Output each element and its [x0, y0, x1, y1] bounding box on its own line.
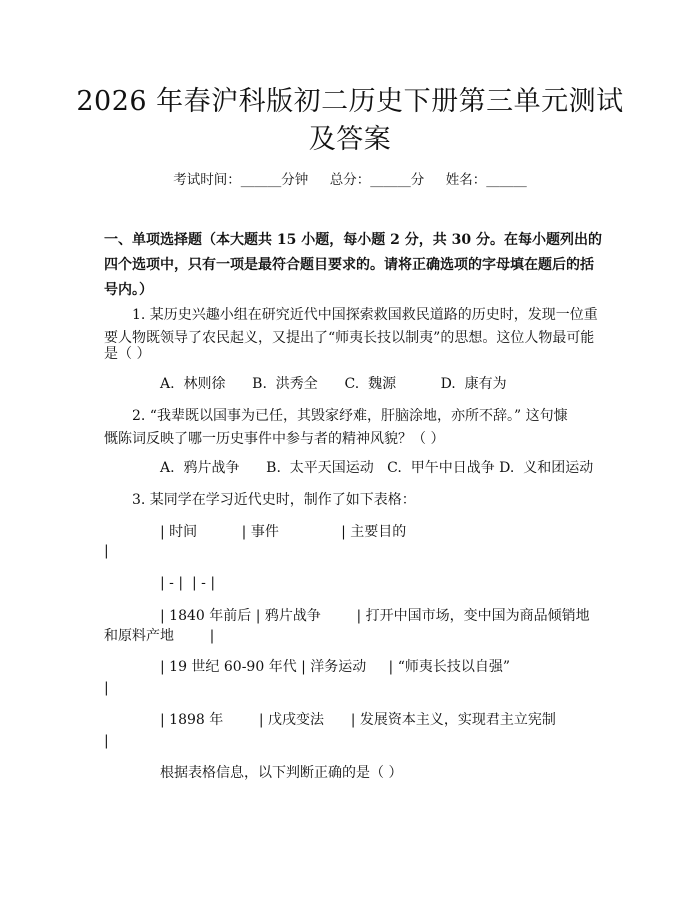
- q3-table-separator: | - | | - |: [160, 575, 216, 591]
- q3-intro: 3. 某同学在学习近代史时，制作了如下表格：: [132, 492, 416, 508]
- document-title-line2: 及答案: [308, 124, 392, 155]
- q1-options: A. 林则徐 B. 洪秀全 C. 魏源 D. 康有为: [160, 376, 507, 392]
- q3-table-row2: | 19 世纪 60-90 年代 | 洋务运动 | “师夷长技以自强”: [160, 659, 511, 675]
- q3-table-header: | 时间 | 事件 | 主要目的: [160, 524, 407, 540]
- q3-table-pipe: |: [104, 680, 109, 696]
- q2-line1: 2. “我辈既以国事为已任，其毁家纾难，肝脑涂地，亦所不辞。” 这句慷: [132, 408, 568, 424]
- q2-line2: 慨陈词反映了哪一历史事件中参与者的精神风貌？（ ）: [104, 431, 445, 447]
- q3-question: 根据表格信息，以下判断正确的是（ ）: [160, 765, 403, 781]
- q1-line1: 1. 某历史兴趣小组在研究近代中国探索救国救民道路的历史时，发现一位重: [132, 307, 598, 323]
- q3-table-row1: | 1840 年前后 | 鸦片战争 | 打开中国市场，变中国为商品倾销地: [160, 608, 590, 624]
- exam-info-line: 考试时间：______分钟 总分：______分 姓名：______: [173, 172, 527, 188]
- q2-options: A. 鸦片战争 B. 太平天国运动 C. 甲午中日战争 D. 义和团运动: [160, 460, 594, 476]
- q3-table-row1-cont: 和原料产地 |: [104, 628, 215, 644]
- q1-line3: 是（ ）: [104, 346, 151, 362]
- section-heading: 一、单项选择题（本大题共 15 小题，每小题 2 分，共 30 分。在每小题列出的四个选项中，只有一项是最符合题目要求的。请将正确选项的字母填在题后的括号内。）: [104, 232, 602, 298]
- q3-table-row3: | 1898 年 | 戊戌变法 | 发展资本主义，实现君主立宪制: [160, 712, 556, 728]
- q1-line2: 要人物既领导了农民起义，又提出了“师夷长技以制夷”的思想。这位人物最可能: [104, 330, 595, 346]
- document-title-line1: 2026 年春沪科版初二历史下册第三单元测试: [76, 86, 624, 117]
- q3-table-pipe: |: [104, 733, 109, 749]
- q3-table-pipe: |: [104, 543, 109, 559]
